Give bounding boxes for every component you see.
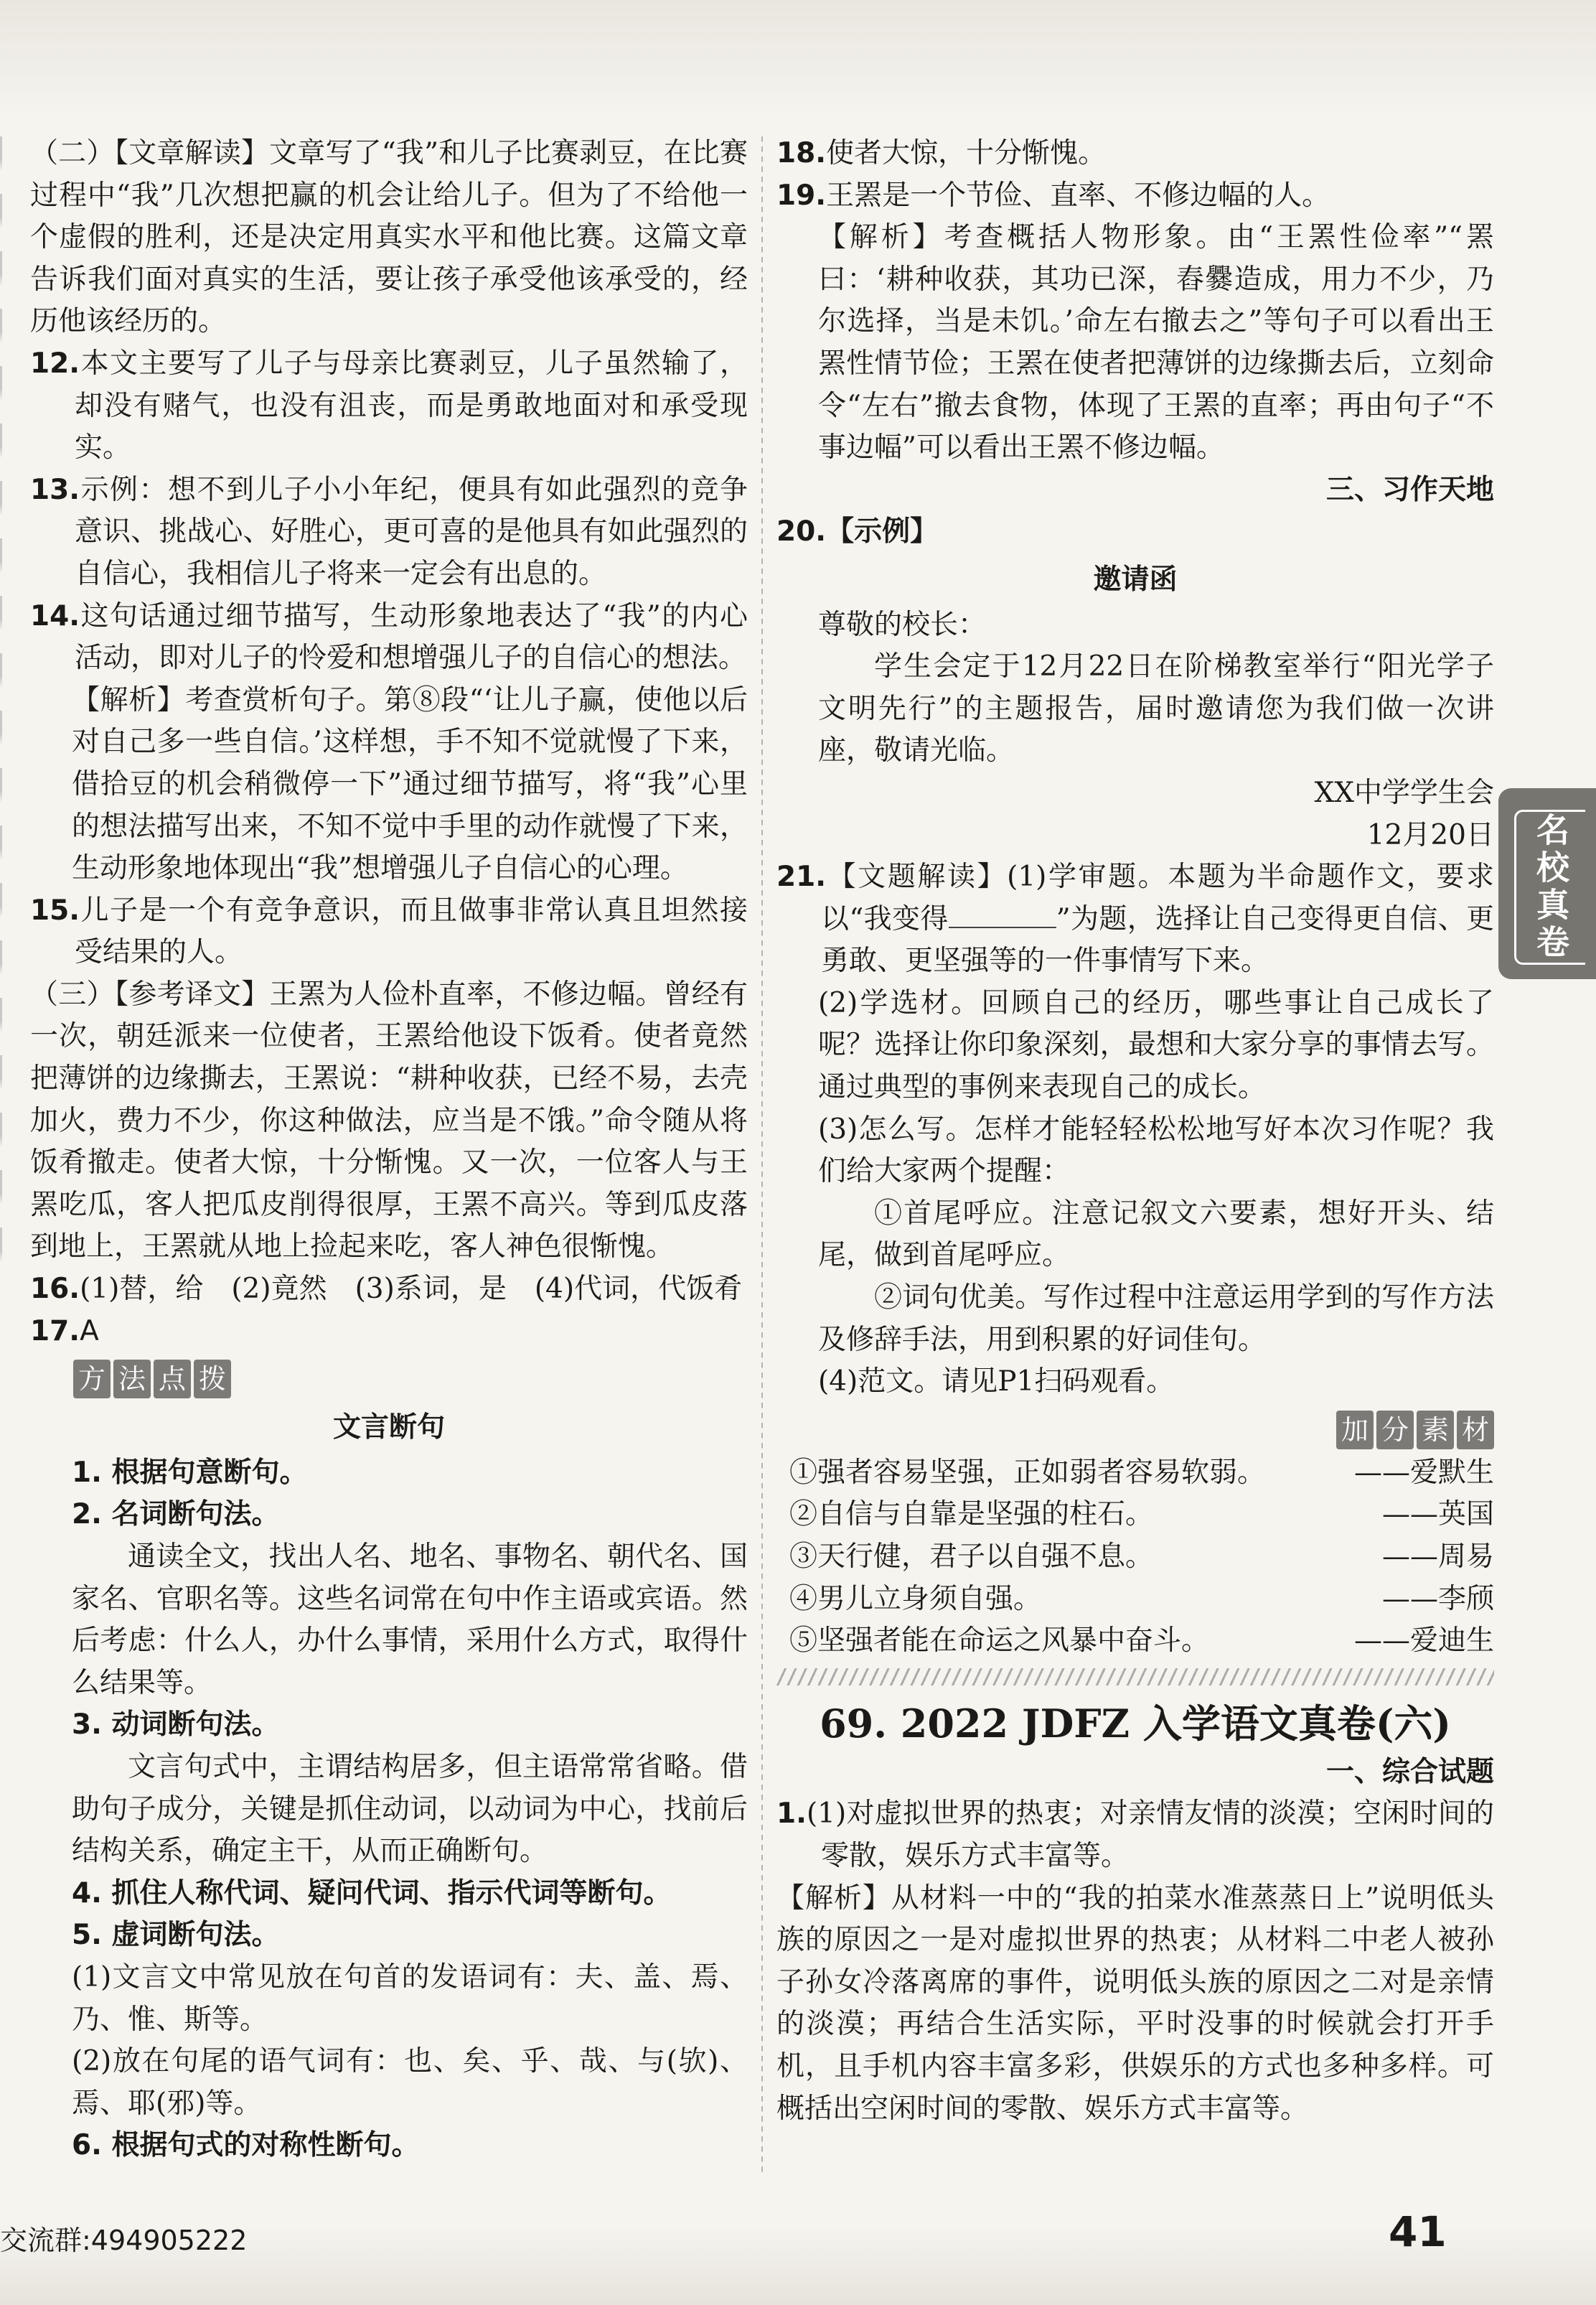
method-5-1: (1)文言文中常见放在句首的发语词有：夫、盖、焉、乃、惟、斯等。 [72,1960,748,2036]
answer-1: 1.(1)对虚拟世界的热衷；对亲情友情的淡漠；空闲时间的零散，娱乐方式丰富等。 [776,1797,1494,1872]
method-2: 2. 名词断句法。 [72,1498,280,1531]
invitation-title: 邀请函 [1093,563,1178,596]
method-4: 4. 抓住人称代词、疑问代词、指示代词等断句。 [72,1876,672,1909]
left-column [30,133,748,2167]
answer-21: 21.【文题解读】(1)学审题。本题为半命题作文，要求以“我变得 ”为题，选择让自己变得更自信、更勇敢、更坚强等的一件事情写下来。 [776,861,1494,978]
invitation-signature: XX中学学生会 [1314,776,1494,809]
invitation-body: 学生会定于12月22日在阶梯教室举行“阳光学子 文明先行”的主题报告，届时邀请您为我们做一次讲座，敬请光临。 [818,650,1523,767]
method-5-2: (2)放在句尾的语气词有：也、矣、乎、哉、与(欤)、焉、耶(邪)等。 [72,2045,748,2120]
analysis-1: 【解析】从材料一中的“我的拍菜水准蒸蒸日上”说明低头族的原因之一是对虚拟世界的热衷；从材料二中老人被孙子孙女冷落离席的事件，说明低头族的原因之二对是亲情的淡漠；再结合生活实际，平时没事的时候就会打开手机，且手机内容丰富多彩，供娱乐的方式也多种多样。可概括出空闲时间的零散、娱乐方式丰富等。 [776,1881,1494,2125]
method-3: 3. 动词断句法。 [72,1708,280,1741]
quote-item: ①强者容易坚强，正如弱者容易软弱。 ——爱默生 [789,1456,1494,1489]
method-content [30,1452,748,2167]
answer-15: 15.儿子是一个有竞争意识，而且做事非常认真且坦然接受结果的人。 [30,894,748,969]
quote-item: ②自信与自靠是坚强的柱石。 ——英国 [789,1498,1494,1531]
quote-item: ③天行健，君子以自强不息。 ——周易 [789,1540,1494,1573]
answer-19: 19.王罴是一个节俭、直率、不修边幅的人。 [776,179,1330,212]
column-divider [761,136,763,2175]
margin-marks [0,136,7,1285]
footer-group: 交流群:494905222 [0,2225,248,2256]
section-3-heading: 三、习作天地 [1325,473,1494,506]
page-number: 41 [1389,2207,1447,2256]
quote-item: ④男儿立身须自强。 ——李颀 [789,1582,1494,1615]
answer-21-2: (2)学选材。回顾自己的经历，哪些事让自己成长了呢？选择让你印象深刻，最想和大家分享的事情去写。通过典型的事例来表现自己的成长。 [818,986,1494,1104]
exam-title: 69. 2022 JDFZ 入学语文真卷(六) [820,1700,1451,1747]
right-column [776,133,1523,2130]
method-3-text: 文言句式中，主谓结构居多，但主语常常省略。借助句子成分，关键是抓住动词，以动词为中心，找前后结构关系，确定主干，从而正确断句。 [72,1750,748,1868]
method-6: 6. 根据句式的对称性断句。 [72,2129,420,2162]
invitation-greeting: 尊敬的校长： [818,608,987,641]
answer-18: 18.使者大惊，十分惭愧。 [776,137,1107,169]
answer-12: 12.本文主要写了儿子与母亲比赛剥豆，儿子虽然输了，却没有赌气，也没有沮丧，而是勇敢地面对和承受现实。 [30,347,748,464]
method-title: 文言断句 [332,1411,445,1444]
hatched-divider [776,1668,1494,1685]
answer-21-3: (3)怎么写。怎样才能轻轻松松地写好本次习作呢？我们给大家两个提醒： [818,1113,1494,1188]
invitation-date: 12月20日 [1366,818,1494,851]
analysis-14: 【解析】考查赏析句子。第⑧段“‘让儿子赢，使他以后对自己多一些自信。’这样想，手不知不觉就慢了下来，借拾豆的机会稍微停一下”通过细节描写，将“我”心里的想法描写出来，不知不觉中手里的动作就慢了下来，生动形象地体现出“我”想增强儿子自信心的心理。 [72,683,748,885]
answer-14: 14.这句话通过细节描写，生动形象地表达了“我”的内心活动，即对儿子的怜爱和想增强儿子的自信心的想法。 [30,599,748,675]
quote-item: ⑤坚强者能在命运之风暴中奋斗。 ——爱迪生 [789,1624,1494,1658]
side-tab-label: 名校真卷 [1514,810,1585,965]
method-2-text: 通读全文，找出人名、地名、事物名、朝代名、国家名、官职名等。这些名词常在句中作主语或宾语。然后考虑：什么人，办什么事情，采用什么方式，取得什么结果等。 [72,1540,748,1699]
answer-21-3b: ②词句优美。写作过程中注意运用学到的写作方法及修辞手法，用到积累的好词佳句。 [818,1281,1494,1356]
method-1: 1. 根据句意断句。 [72,1456,308,1489]
section-1-heading: 一、综合试题 [1325,1755,1494,1788]
article-interpretation: （二）【文章解读】文章写了“我”和儿子比赛剥豆，在比赛过程中“我”几次想把赢的机会让给儿子。但为了不给他一个虚假的胜利，还是决定用真实水平和他比赛。这篇文章告诉我们面对真实的生活，要让孩子承受他该承受的，经历他该经历的。 [30,137,748,338]
answer-16: 16.(1)替，给 (2)竟然 (3)系词，是 (4)代词，代饭肴 [30,1273,743,1306]
bonus-material-tag: 加 分 素 材 [1336,1411,1494,1449]
reference-translation: （三）【参考译文】王罴为人俭朴直率，不修边幅。曾经有一次，朝廷派来一位使者，王罴给他设下饭肴。使者竟然把薄饼的边缘撕去，王罴说：“耕种收获，已经不易，去壳加火，费力不少，你这种做法，应当是不饿。”命令随从将饭肴撤走。使者大惊，十分惭愧。又一次，一位客人与王罴吃瓜，客人把瓜皮削得很厚，王罴不高兴。等到瓜皮落到地上，王罴就从地上捡起来吃，客人神色很惭愧。 [30,978,748,1263]
answer-21-3a: ①首尾呼应。注意记叙文六要素，想好开头、结尾，做到首尾呼应。 [818,1197,1494,1272]
answer-21-content [776,983,1494,1403]
method-tip-tag: 方 法 点 拨 [73,1360,231,1398]
analysis-19: 【解析】考查概括人物形象。由“王罴性俭率”“罴曰：‘耕种收获，其功已深，舂爨造成，用力不少，乃尔选择，当是未饥。’命左右撤去之”等句子可以看出王罴性情节俭；王罴在使者把薄饼的边缘撕去后，立刻命令“左右”撤去食物，体现了王罴的直率；再由句子“不事边幅”可以看出王罴不修边幅。 [818,221,1494,464]
method-5: 5. 虚词断句法。 [72,1919,280,1952]
answer-17: 17.A [30,1314,99,1347]
title-blank [949,905,1056,928]
page-top-shading [0,0,1596,115]
side-tab [1498,788,1596,979]
quote-list [776,1452,1494,1663]
answer-20: 20.【示例】 [776,515,939,548]
answer-21-4: (4)范文。请见P1扫码观看。 [818,1365,1175,1398]
answer-13: 13.示例：想不到儿子小小年纪，便具有如此强烈的竞争意识、挑战心、好胜心，更可喜的是他具有如此强烈的自信心，我相信儿子将来一定会有出息的。 [30,473,748,590]
